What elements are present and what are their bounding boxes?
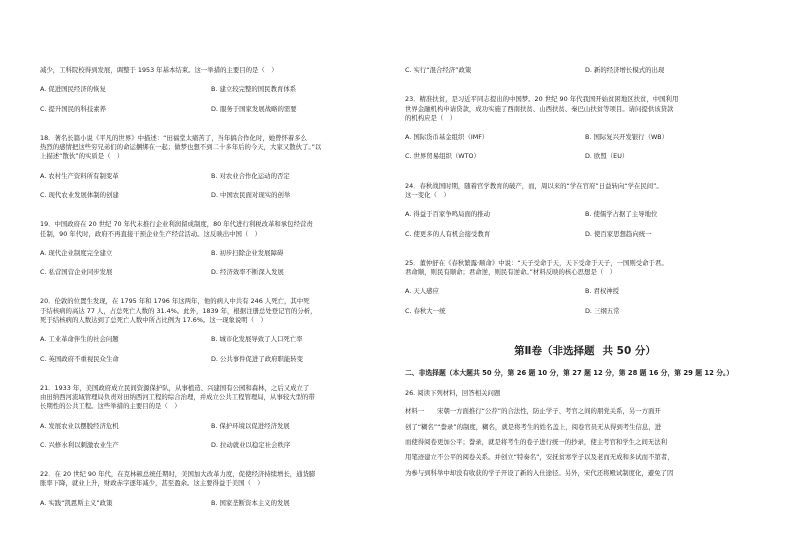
question-text-line: 23．精准扶贫，是习近平同志提出的中国梦。20 世纪 90 年代我国开始贫困地区扶贫，中国利用: [405, 95, 679, 104]
answer-option: A. 发展农业以摆脱经济危机: [40, 421, 119, 430]
answer-option: D. 新的经济增长模式的出现: [585, 66, 665, 74]
answer-options: [40, 172, 382, 211]
material-line: 创了“糊名”“誊录”的制度，糊名，就是将考生的姓名盖上，阅卷官员无从得到考生信息，进: [405, 422, 662, 431]
answer-option: B. 君权神授: [585, 287, 620, 296]
question-text-line: 死于结核病的人数达到了总死亡人数中所占比例为 17.6%。这一现象说明（ ）: [40, 315, 267, 324]
answer-options: [40, 335, 382, 374]
question-text-line: 18．著名长篇小说《平凡的世界》中描述：“田福堂太痛苦了，当年搞合作化时，她曾怀着多么: [40, 133, 308, 142]
answer-option: B. 国家垄断资本主义的发展: [211, 498, 290, 507]
answer-option: D. 三纲五常: [585, 306, 620, 315]
answer-option: D. 使百家思想趋向统一: [585, 229, 652, 238]
material-line: 材料一 宋朝一方面推行“公荐”的合法性，防止学子、考官之间的朋党关系，另一方面开: [405, 407, 661, 416]
answer-option: C. 使更多的人有机会接受教育: [405, 229, 491, 238]
question-text-line: 君命顺，则民有顺命；君命逆，则民有逆命。”材料反映的核心思想是（ ）: [405, 268, 616, 277]
question-text-line: 热烈的感情把这些穷兄弟们的命运捆绑在一起；做梦也想不到二十多年后的今天，大家又散伙了。”以: [40, 143, 322, 152]
answer-option: A. 工业革命伴生的社会问题: [40, 335, 119, 344]
material-line: 用笔迹建立不公平的阅卷关系。并创立“特奏名”，安抚贫寒学子以及老而无成和多试而不第者，: [405, 453, 674, 462]
question-text-line: 世界金融机构申请贷款，成功实施了西南扶贫、山西扶贫、秦巴山扶贫等项目。请问提供该贷款: [405, 104, 674, 113]
question-26-intro: 26. 阅读下列材料，回答相关问题: [405, 389, 501, 397]
question-text-line: 这一变化（ ）: [405, 190, 450, 199]
answer-options: [40, 422, 382, 461]
answer-option: C. 实行“混合经济”政策: [405, 66, 472, 74]
answer-option: D. 中国农民面对现实的创举: [211, 190, 291, 199]
question-text-line: 任制，90 年代时，政府不再直接干预企业生产经营活动。这反映出中国（ ）: [40, 229, 262, 238]
section-2-score: 共 50 分）: [602, 344, 656, 357]
right-column: [405, 66, 765, 481]
answer-option: A. 天人感应: [405, 287, 439, 296]
question-text-line: 上描述“散伙”的实质是（ ）: [40, 152, 124, 161]
material-line: 为参与到科举中却没有收获的学子开设了新的入仕途径。另外，宋代还将殿试制度化，避免了因: [405, 468, 674, 477]
answer-options: [405, 210, 765, 249]
answer-options: [40, 85, 382, 124]
part-2-instructions: 二、非选择题（本大题共 50 分，第 26 题 10 分，第 27 题 12 分，第 28 题 16 分，第 29 题 12 分。）: [405, 369, 734, 378]
answer-options: [40, 249, 382, 288]
question-text-line: 由田纳西河流域管理局负责对田纳西河工程的综合治理，并成立公共工程管理局，从事较大型的带: [40, 393, 315, 402]
answer-option: B. 城市化发展导致了人口死亡率: [211, 335, 303, 344]
question-text-line: 24．春秋战国时期，随着官学教育的破产，而，周以来的“学在官府”日益转向“学在民间”。: [405, 181, 663, 190]
question-text-line: 21．1933 年，美国政府成立民间资源保护队，从事植造、兴建国有公园和森林，之后又成立了: [40, 383, 310, 392]
answer-option: B. 对农业合作化运动的否定: [211, 171, 290, 180]
answer-option: D. 公共事件促进了政府职能转变: [211, 354, 304, 363]
answer-option: A. 得益于百家争鸣局面的推动: [405, 210, 491, 219]
answer-option: A. 现代企业制度完全建立: [40, 248, 113, 257]
answer-option: B. 建立较完整的国民教育体系: [211, 85, 297, 94]
question-18: [40, 134, 382, 210]
section-2-title: 第Ⅱ卷（非选择题: [514, 344, 595, 357]
answer-option: B. 使儒学占据了主导地位: [585, 210, 658, 219]
question-21: [40, 384, 382, 460]
question-text-line: 长期性的公共工程。这些举措的主要目的是（ ）: [40, 402, 181, 411]
question-19: [40, 220, 382, 287]
question-20: [40, 297, 382, 373]
question-22-continued: [405, 66, 765, 85]
answer-option: A. 实践“凯恩斯主义”政策: [40, 498, 113, 507]
answer-options: [405, 133, 765, 172]
question-text-line: 胀率下降，就业上升，财政赤字逐年减少，甚至盈余。这主要得益于美国（ ）: [40, 479, 264, 488]
answer-option: A. 国际货币基金组织（IMF）: [405, 133, 489, 142]
answer-option: C. 英国政府不重视民众生命: [40, 354, 119, 363]
answer-options: [405, 287, 765, 326]
left-column: [40, 66, 382, 518]
answer-option: B. 国际复兴开发银行（WB）: [585, 133, 669, 142]
question-text-line: 减少，工科院校得到发展，调整于 1953 年基本结束。这一举措的主要目的是（ ）: [40, 66, 278, 74]
answer-options: [405, 66, 765, 85]
answer-option: C. 提升国民的科技素养: [40, 104, 107, 113]
answer-option: C. 世界贸易组织（WTO）: [405, 152, 480, 161]
answer-option: C. 兴修水利以刺激农业生产: [40, 440, 119, 449]
question-24: [405, 182, 765, 249]
question-text-line: 于结核病的高达 77 人，占总死亡人数的 31.4%。此外，1839 年，根据注册总处登记官的分析，: [40, 306, 317, 315]
answer-option: C. 现代农业发展体制的创建: [40, 190, 119, 199]
answer-option: D. 欧盟（EU）: [585, 152, 629, 161]
answer-option: B. 保护环境以促进经济发展: [211, 421, 290, 430]
answer-option: C. 春秋大一统: [405, 306, 446, 315]
question-22: [40, 470, 382, 518]
answer-option: A. 促进国民经济的恢复: [40, 85, 106, 94]
answer-options: [40, 499, 382, 518]
answer-option: D. 经济效率不断深入发展: [211, 268, 284, 277]
question-17-continued: [40, 66, 382, 124]
material-line: 而使得阅卷更加公平；誊录，就是将考生的卷子进行统一的抄录，使主考官和学生之间无法利: [405, 438, 668, 447]
section-2-heading: [405, 344, 765, 359]
answer-option: D. 服务于国家发展战略的需要: [211, 104, 297, 113]
question-text-line: 的机构应是（ ）: [405, 113, 457, 122]
question-text-line: 19．中国政府在 20 世纪 70 年代末推行企业利润留成制度，80 年代进行利税改革和承包经营责: [40, 220, 313, 229]
answer-option: C. 私营国营企业同步发展: [40, 268, 113, 277]
question-25: [405, 259, 765, 326]
answer-option: B. 初步扫除企业发展障碍: [211, 248, 284, 257]
question-text-line: 22．在 20 世纪 90 年代，在克林顿总统任期时，美国加大改革力度，促使经济持续增长，通货膨: [40, 470, 316, 479]
answer-option: A. 农村生产资料所有制变革: [40, 171, 119, 180]
question-23: [405, 95, 765, 171]
question-text-line: 20．伦敦的位置生发现，在 1795 年和 1796 年这两年，他的病人中共有 246 人死亡，其中死: [40, 297, 310, 306]
material-one: [405, 404, 765, 481]
question-text-line: 25．董仲舒在《春秋繁露·顺命》中说：“天子受命于天，天下受命于天子，一国则受命于君。: [405, 258, 668, 267]
answer-option: D. 拉动就业以稳定社会秩序: [211, 440, 291, 449]
